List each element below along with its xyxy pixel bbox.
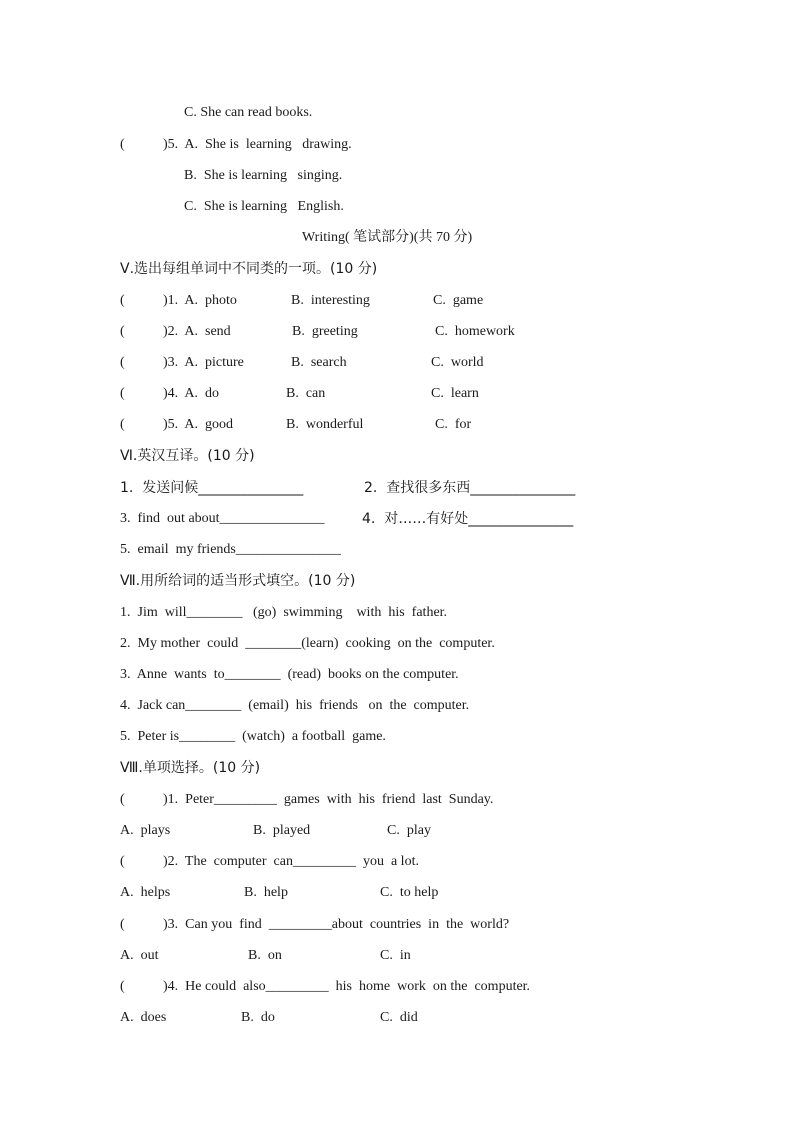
translation-item-4: 4. 对……有好处_______________ (362, 511, 574, 527)
question-1-option-c: C. play (387, 823, 431, 838)
q5-option-a: )5. A. She is learning drawing. (163, 137, 352, 152)
fill-blank-item: 1. Jim will________ (go) swimming with his father. (120, 605, 448, 620)
option-b: B. can (286, 386, 326, 401)
translation-item-2: 2. 查找很多东西_______________ (364, 480, 576, 496)
writing-heading: Writing( 笔试部分)(共 70 分) (302, 230, 473, 245)
question-2-option-b: B. help (244, 885, 288, 900)
answer-paren: ( (120, 979, 125, 994)
question-1-stem: )1. Peter_________ games with his friend last Sunday. (163, 792, 494, 807)
option-a: )3. A. picture (163, 355, 244, 370)
question-3-option-a: A. out (120, 948, 159, 963)
question-4-option-a: A. does (120, 1010, 167, 1025)
question-1-option-b: B. played (253, 823, 311, 838)
option-c: C. for (435, 417, 472, 432)
question-2-option-a: A. helps (120, 885, 171, 900)
question-4-stem: )4. He could also_________ his home work on the computer. (163, 979, 531, 994)
answer-paren: ( (120, 417, 125, 432)
fill-blank-item: 2. My mother could ________(learn) cooking on the computer. (120, 636, 495, 651)
option-c: C. world (431, 355, 484, 370)
fill-blank-item: 4. Jack can________ (email) his friends on the computer. (120, 698, 470, 713)
question-4-option-c: C. did (380, 1010, 418, 1025)
option-b: B. search (291, 355, 347, 370)
question-2-stem: )2. The computer can_________ you a lot. (163, 854, 419, 869)
fill-blank-item: 3. Anne wants to________ (read) books on the computer. (120, 667, 459, 682)
section-7-title: Ⅶ.用所给词的适当形式填空。(10 分) (120, 573, 356, 589)
q4-option-c: C. She can read books. (184, 105, 313, 120)
q5-answer-paren: ( (120, 137, 125, 152)
question-3-option-b: B. on (248, 948, 282, 963)
answer-paren: ( (120, 355, 125, 370)
answer-paren: ( (120, 792, 125, 807)
fill-blank-item: 5. Peter is________ (watch) a football game. (120, 729, 386, 744)
option-c: C. homework (435, 324, 515, 339)
section-6-title: Ⅵ.英汉互译。(10 分) (120, 448, 255, 464)
q5-option-c: C. She is learning English. (184, 199, 344, 214)
option-a: )2. A. send (163, 324, 231, 339)
answer-paren: ( (120, 854, 125, 869)
translation-item-3: 3. find out about_______________ (120, 511, 325, 526)
option-c: C. learn (431, 386, 479, 401)
option-a: )4. A. do (163, 386, 219, 401)
q5-option-b: B. She is learning singing. (184, 168, 343, 183)
question-4-option-b: B. do (241, 1010, 275, 1025)
option-b: B. interesting (291, 293, 370, 308)
option-a: )5. A. good (163, 417, 233, 432)
answer-paren: ( (120, 324, 125, 339)
question-2-option-c: C. to help (380, 885, 439, 900)
question-3-option-c: C. in (380, 948, 411, 963)
option-b: B. wonderful (286, 417, 364, 432)
answer-paren: ( (120, 386, 125, 401)
question-3-stem: )3. Can you find _________about countries in the world? (163, 917, 510, 932)
translation-item-1: 1. 发送问候_______________ (120, 480, 304, 496)
answer-paren: ( (120, 917, 125, 932)
translation-item-5: 5. email my friends_______________ (120, 542, 341, 557)
section-8-title: Ⅷ.单项选择。(10 分) (120, 760, 261, 776)
answer-paren: ( (120, 293, 125, 308)
option-c: C. game (433, 293, 484, 308)
section-5-title: Ⅴ.选出每组单词中不同类的一项。(10 分) (120, 261, 378, 277)
question-1-option-a: A. plays (120, 823, 171, 838)
option-b: B. greeting (292, 324, 358, 339)
option-a: )1. A. photo (163, 293, 237, 308)
